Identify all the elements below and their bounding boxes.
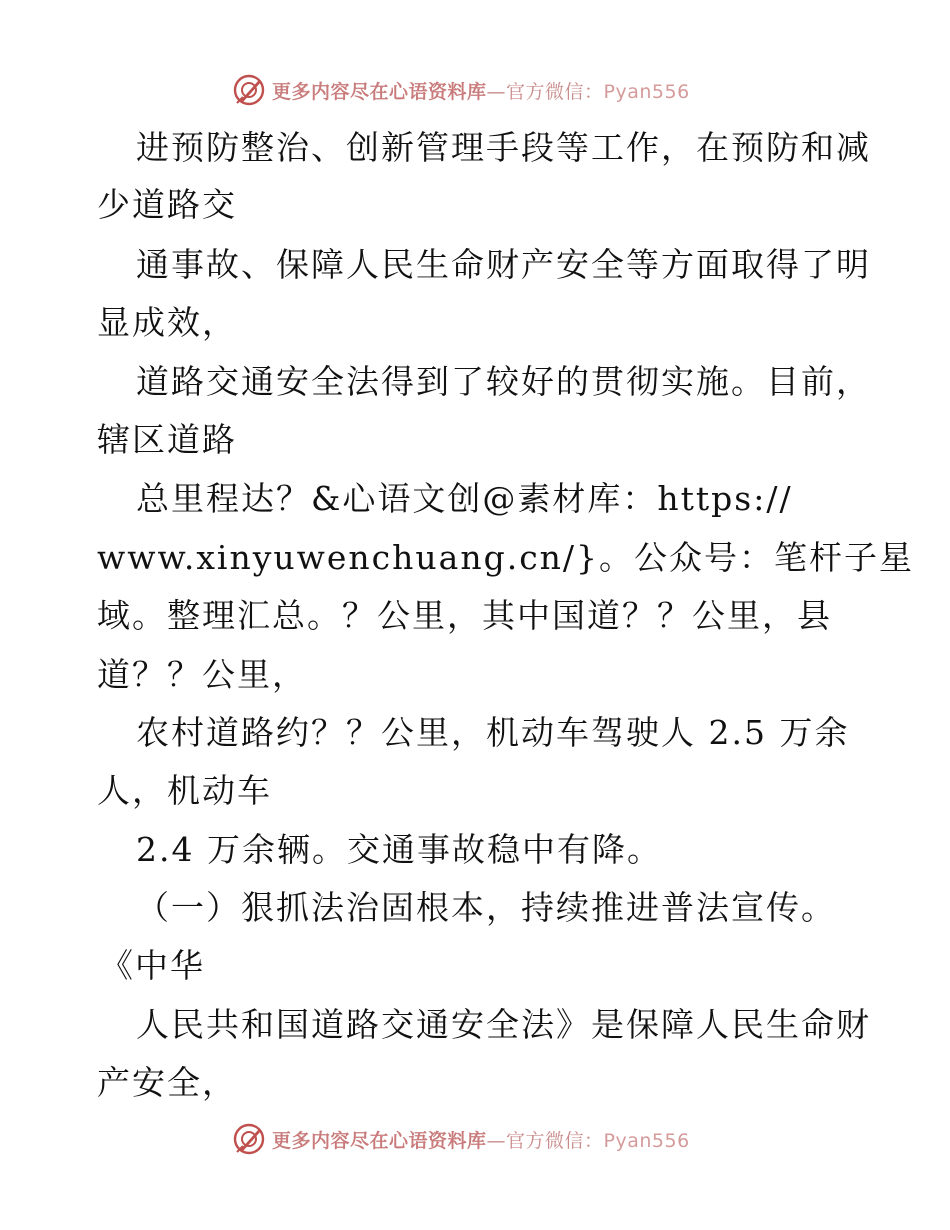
watermark-text [272, 1126, 690, 1153]
text-line: 产安全， [97, 1063, 237, 1102]
text-line: 人民共和国道路交通安全法》是保障人民生命财 [136, 1005, 871, 1044]
text-line: 《中华 [100, 946, 205, 985]
watermark-main: 更多内容尽在心语资料库 [272, 80, 487, 103]
text-line: 道？？公里， [97, 655, 307, 694]
footer-watermark [232, 1122, 690, 1156]
pen-logo-icon [232, 1122, 266, 1156]
text-line: 2.4 万余辆。交通事故稳中有降。 [136, 830, 662, 869]
watermark-official: 官方微信： [506, 1129, 604, 1152]
watermark-dash: — [486, 1129, 507, 1152]
text-line: 人，机动车 [97, 771, 272, 810]
text-line: 少道路交 [97, 185, 237, 224]
text-line: 辖区道路 [97, 420, 237, 459]
text-line: 域。整理汇总。？公里，其中国道？？公里，县 [97, 596, 832, 635]
watermark-main: 更多内容尽在心语资料库 [272, 1129, 487, 1152]
text-line: 农村道路约？？公里，机动车驾驶人 2.5 万余 [136, 713, 850, 752]
text-line: 总里程达？&心语文创@素材库：https:// [136, 479, 793, 518]
watermark-id: Pyan556 [603, 1129, 690, 1152]
text-line: 进预防整治、创新管理手段等工作，在预防和减 [136, 128, 871, 167]
watermark-official: 官方微信： [506, 80, 604, 103]
watermark-id: Pyan556 [603, 80, 690, 103]
text-line: 显成效， [97, 303, 237, 342]
text-line: 通事故、保障人民生命财产安全等方面取得了明 [136, 245, 871, 284]
section-heading-line: （一）狠抓法治固根本，持续推进普法宣传。 [136, 888, 836, 927]
text-line: 道路交通安全法得到了较好的贯彻实施。目前， [136, 362, 871, 401]
text-line: www.xinyuwenchuang.cn/}。公众号：笔杆子星 [97, 538, 915, 577]
watermark-dash: — [486, 80, 507, 103]
